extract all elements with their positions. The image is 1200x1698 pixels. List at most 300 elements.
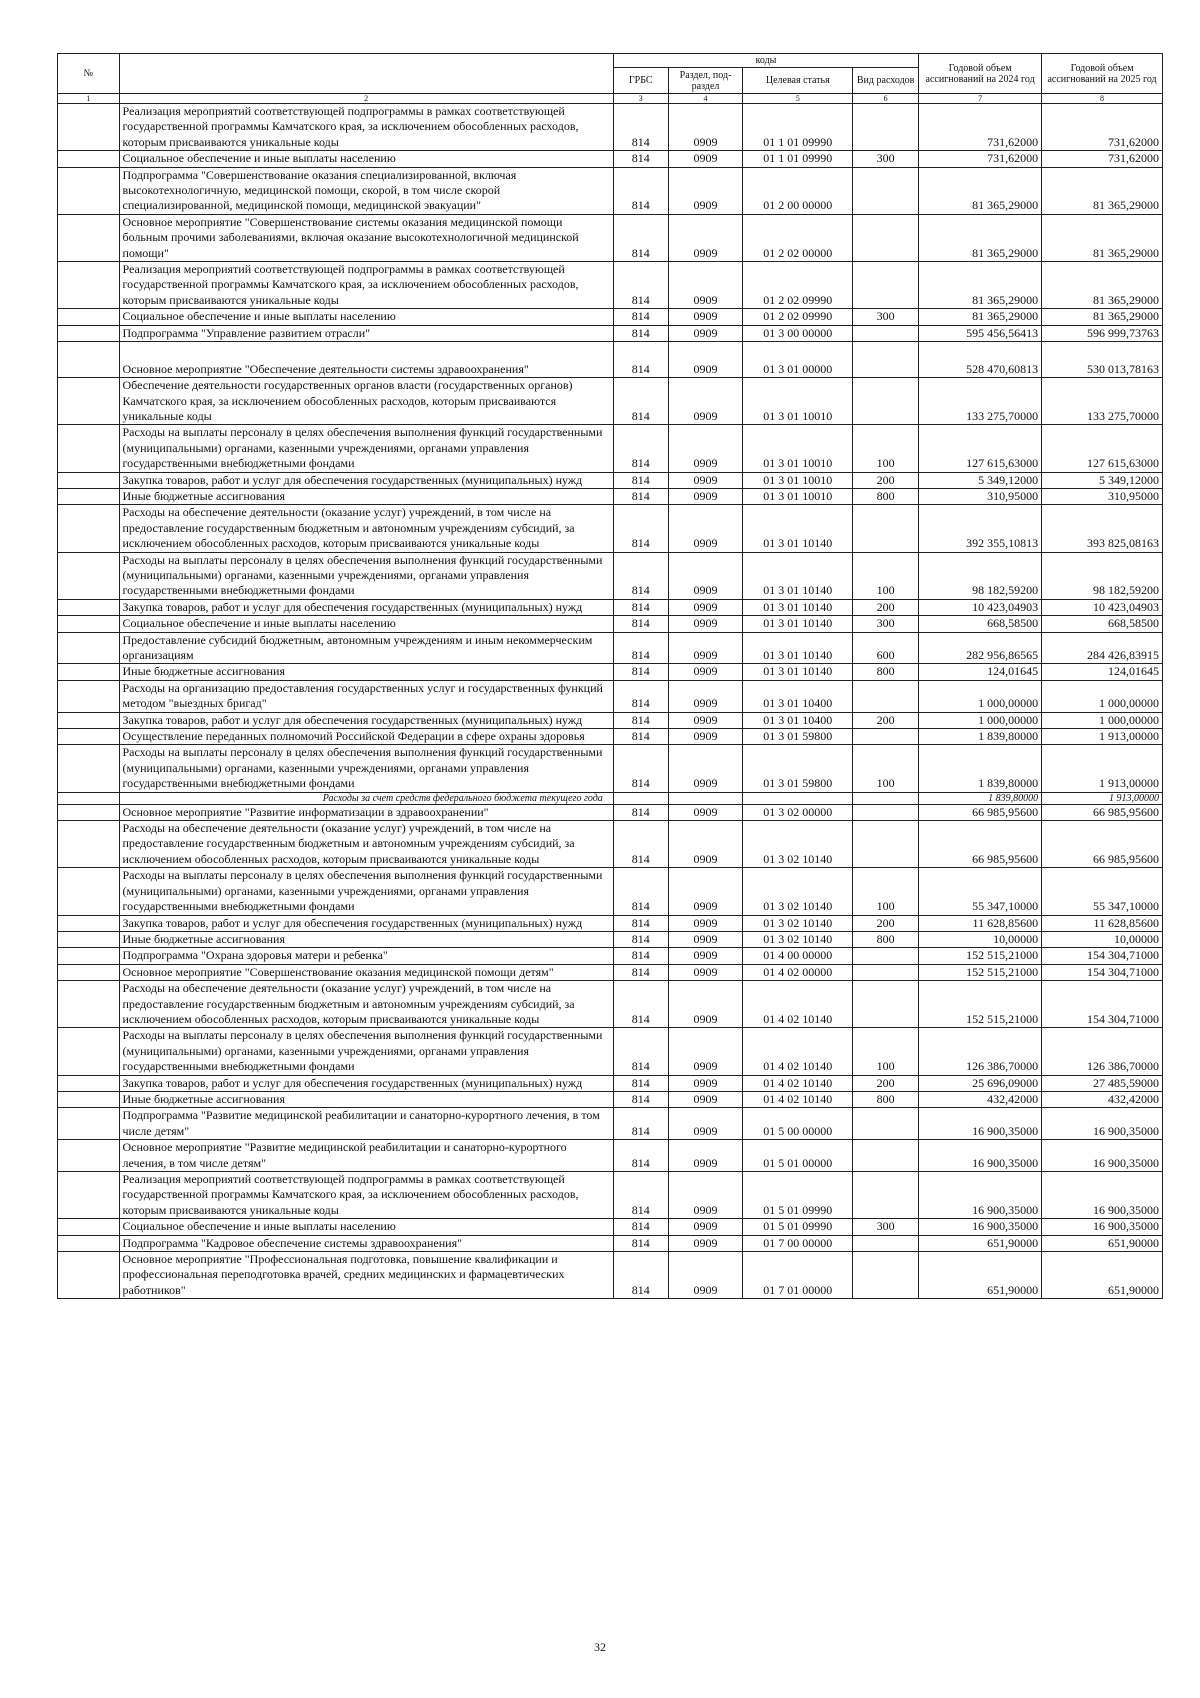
cell-celevaya: 01 3 01 10140	[743, 505, 853, 552]
cell-vol-2024: 5 349,12000	[919, 472, 1042, 488]
cell-name: Расходы на выплаты персоналу в целях обеспечения выполнения функций государственными (муниципальными) органами, казенными учреждениями, органами управления государственными внебюджетными фондами	[119, 868, 613, 915]
table-row	[58, 488, 1163, 504]
cell-vid	[853, 1252, 919, 1299]
cell-vol-2025: 596 999,73763	[1042, 325, 1163, 341]
cell-vol-2024: 133 275,70000	[919, 378, 1042, 425]
cell-razdel: 0909	[668, 1219, 743, 1235]
cell-num	[58, 868, 120, 915]
cell-name: Социальное обеспечение и иные выплаты населению	[119, 616, 613, 632]
header-vol-2024: Годовой объем ассигнований на 2024 год	[919, 54, 1042, 94]
cell-vol-2024: 668,58500	[919, 616, 1042, 632]
cell-razdel: 0909	[668, 680, 743, 712]
cell-celevaya: 01 3 02 10140	[743, 868, 853, 915]
cell-celevaya: 01 4 00 00000	[743, 948, 853, 964]
cell-razdel: 0909	[668, 804, 743, 820]
cell-vol-2025: 651,90000	[1042, 1252, 1163, 1299]
header-grbs: ГРБС	[613, 68, 668, 94]
cell-celevaya: 01 3 01 00000	[743, 342, 853, 378]
cell-name: Реализация мероприятий соответствующей подпрограммы в рамках соответствующей государственной программы Камчатского края, за исключением обособленных расходов, которым присваиваются уникальные коды	[119, 104, 613, 151]
cell-vid	[853, 378, 919, 425]
cell-vid: 100	[853, 1028, 919, 1075]
cell-vol-2024: 81 365,29000	[919, 214, 1042, 261]
cell-vol-2024: 1 839,80000	[919, 729, 1042, 745]
cell-vol-2024: 16 900,35000	[919, 1140, 1042, 1172]
cell-num	[58, 599, 120, 615]
colnum-6: 6	[853, 94, 919, 104]
cell-celevaya: 01 4 02 10140	[743, 1028, 853, 1075]
cell-razdel: 0909	[668, 472, 743, 488]
cell-vol-2025: 127 615,63000	[1042, 425, 1163, 472]
cell-vol-2024: 1 000,00000	[919, 712, 1042, 728]
cell-vol-2024: 16 900,35000	[919, 1172, 1042, 1219]
cell-vid: 800	[853, 664, 919, 680]
cell-vid	[853, 804, 919, 820]
cell-vol-2025: 27 485,59000	[1042, 1075, 1163, 1091]
cell-razdel: 0909	[668, 632, 743, 664]
cell-celevaya: 01 3 01 59800	[743, 745, 853, 792]
colnum-5: 5	[743, 94, 853, 104]
cell-name: Основное мероприятие "Совершенствование системы оказания медицинской помощи больным прочими заболеваниями, включая оказание высокотехнологичной медицинской помощи"	[119, 214, 613, 261]
table-row	[58, 378, 1163, 425]
cell-vol-2024: 81 365,29000	[919, 167, 1042, 214]
cell-name: Основное мероприятие "Развитие информатизации в здравоохранении"	[119, 804, 613, 820]
table-row	[58, 472, 1163, 488]
table-row	[58, 552, 1163, 599]
colnum-8: 8	[1042, 94, 1163, 104]
cell-vol-2025: 1 000,00000	[1042, 712, 1163, 728]
table-row	[58, 729, 1163, 745]
cell-name: Расходы на выплаты персоналу в целях обеспечения выполнения функций государственными (муниципальными) органами, казенными учреждениями, органами управления государственными внебюджетными фондами	[119, 1028, 613, 1075]
cell-vol-2024: 98 182,59200	[919, 552, 1042, 599]
cell-vol-2024: 282 956,86565	[919, 632, 1042, 664]
colnum-4: 4	[668, 94, 743, 104]
cell-vid: 300	[853, 616, 919, 632]
cell-grbs: 814	[613, 1075, 668, 1091]
cell-name: Социальное обеспечение и иные выплаты населению	[119, 1219, 613, 1235]
cell-num	[58, 745, 120, 792]
cell-grbs	[613, 792, 668, 804]
cell-celevaya: 01 3 01 10010	[743, 425, 853, 472]
budget-table-page	[57, 53, 1163, 1299]
cell-vid: 100	[853, 552, 919, 599]
cell-grbs: 814	[613, 632, 668, 664]
cell-num	[58, 151, 120, 167]
header-name-blank	[119, 54, 613, 94]
cell-name: Расходы на обеспечение деятельности (оказание услуг) учреждений, в том числе на предоставление государственным бюджетным и автономным учреждениям субсидий, за исключением обособленных расходов, которым присваиваются уникальные коды	[119, 505, 613, 552]
cell-celevaya: 01 4 02 10140	[743, 981, 853, 1028]
cell-vol-2024: 152 515,21000	[919, 981, 1042, 1028]
cell-razdel: 0909	[668, 1235, 743, 1251]
cell-razdel: 0909	[668, 729, 743, 745]
cell-vid: 100	[853, 868, 919, 915]
cell-vid: 300	[853, 309, 919, 325]
cell-name: Социальное обеспечение и иные выплаты населению	[119, 151, 613, 167]
cell-vid: 800	[853, 488, 919, 504]
cell-vol-2025: 651,90000	[1042, 1235, 1163, 1251]
cell-grbs: 814	[613, 1219, 668, 1235]
cell-vol-2025: 81 365,29000	[1042, 167, 1163, 214]
cell-celevaya: 01 3 01 10140	[743, 599, 853, 615]
cell-name: Осуществление переданных полномочий Российской Федерации в сфере охраны здоровья	[119, 729, 613, 745]
cell-razdel: 0909	[668, 1252, 743, 1299]
header-vol-2025: Годовой объем ассигнований на 2025 год	[1042, 54, 1163, 94]
cell-name: Основное мероприятие "Профессиональная подготовка, повышение квалификации и профессиональная переподготовка врачей, средних медицинских и фармацевтических работников"	[119, 1252, 613, 1299]
cell-celevaya: 01 3 00 00000	[743, 325, 853, 341]
cell-razdel: 0909	[668, 948, 743, 964]
cell-razdel: 0909	[668, 1028, 743, 1075]
cell-celevaya: 01 3 02 10140	[743, 931, 853, 947]
cell-razdel: 0909	[668, 552, 743, 599]
cell-celevaya: 01 7 01 00000	[743, 1252, 853, 1299]
cell-grbs: 814	[613, 309, 668, 325]
colnum-3: 3	[613, 94, 668, 104]
cell-vol-2025: 154 304,71000	[1042, 981, 1163, 1028]
cell-celevaya: 01 5 01 09990	[743, 1219, 853, 1235]
cell-razdel: 0909	[668, 325, 743, 341]
cell-vid	[853, 1108, 919, 1140]
cell-num	[58, 425, 120, 472]
cell-grbs: 814	[613, 342, 668, 378]
cell-razdel: 0909	[668, 488, 743, 504]
cell-num	[58, 729, 120, 745]
cell-vol-2024: 392 355,10813	[919, 505, 1042, 552]
cell-vol-2025: 731,62000	[1042, 104, 1163, 151]
table-row	[58, 104, 1163, 151]
cell-vol-2024: 25 696,09000	[919, 1075, 1042, 1091]
cell-vol-2025: 16 900,35000	[1042, 1108, 1163, 1140]
cell-celevaya: 01 5 01 09990	[743, 1172, 853, 1219]
cell-razdel: 0909	[668, 378, 743, 425]
cell-num	[58, 1091, 120, 1107]
cell-grbs: 814	[613, 931, 668, 947]
cell-grbs: 814	[613, 868, 668, 915]
cell-vol-2025: 16 900,35000	[1042, 1172, 1163, 1219]
cell-num	[58, 488, 120, 504]
cell-razdel: 0909	[668, 712, 743, 728]
cell-grbs: 814	[613, 378, 668, 425]
colnum-7: 7	[919, 94, 1042, 104]
cell-celevaya: 01 3 01 10140	[743, 632, 853, 664]
cell-name: Закупка товаров, работ и услуг для обеспечения государственных (муниципальных) нужд	[119, 472, 613, 488]
cell-razdel: 0909	[668, 104, 743, 151]
cell-grbs: 814	[613, 821, 668, 868]
table-row	[58, 325, 1163, 341]
cell-num	[58, 680, 120, 712]
cell-vol-2025: 81 365,29000	[1042, 262, 1163, 309]
table-row	[58, 599, 1163, 615]
cell-grbs: 814	[613, 915, 668, 931]
cell-grbs: 814	[613, 616, 668, 632]
cell-celevaya: 01 1 01 09990	[743, 104, 853, 151]
cell-num	[58, 309, 120, 325]
cell-name: Основное мероприятие "Развитие медицинской реабилитации и санаторно-курортного лечения, в том числе детям"	[119, 1140, 613, 1172]
cell-name: Обеспечение деятельности государственных органов власти (государственных органов) Камчатского края, за исключением обособленных расходов, которым присваиваются уникальные коды	[119, 378, 613, 425]
cell-vid: 200	[853, 599, 919, 615]
cell-vid	[853, 214, 919, 261]
cell-grbs: 814	[613, 472, 668, 488]
cell-celevaya: 01 7 00 00000	[743, 1235, 853, 1251]
cell-razdel: 0909	[668, 342, 743, 378]
cell-vol-2025: 133 275,70000	[1042, 378, 1163, 425]
cell-grbs: 814	[613, 1140, 668, 1172]
cell-num	[58, 804, 120, 820]
cell-vol-2024: 1 839,80000	[919, 792, 1042, 804]
cell-vid	[853, 729, 919, 745]
cell-celevaya: 01 3 01 10010	[743, 488, 853, 504]
cell-celevaya: 01 3 02 10140	[743, 821, 853, 868]
cell-grbs: 814	[613, 804, 668, 820]
cell-vol-2025: 432,42000	[1042, 1091, 1163, 1107]
cell-vol-2025: 10 423,04903	[1042, 599, 1163, 615]
table-row	[58, 1028, 1163, 1075]
cell-vol-2024: 1 839,80000	[919, 745, 1042, 792]
cell-celevaya: 01 5 00 00000	[743, 1108, 853, 1140]
cell-name: Подпрограмма "Совершенствование оказания специализированной, включая высокотехнологичную, медицинской помощи, скорой, в том числе скорой специализированной, медицинской помощи, медицинской эвакуации"	[119, 167, 613, 214]
cell-name: Расходы на выплаты персоналу в целях обеспечения выполнения функций государственными (муниципальными) органами, казенными учреждениями, органами управления государственными внебюджетными фондами	[119, 425, 613, 472]
cell-grbs: 814	[613, 712, 668, 728]
cell-num	[58, 981, 120, 1028]
cell-celevaya: 01 4 02 10140	[743, 1075, 853, 1091]
cell-vol-2025: 310,95000	[1042, 488, 1163, 504]
table-row	[58, 931, 1163, 947]
page-number: 32	[594, 1640, 606, 1654]
cell-vol-2025: 1 000,00000	[1042, 680, 1163, 712]
cell-vid: 100	[853, 425, 919, 472]
cell-vol-2025: 126 386,70000	[1042, 1028, 1163, 1075]
cell-celevaya: 01 5 01 00000	[743, 1140, 853, 1172]
cell-vol-2025: 16 900,35000	[1042, 1140, 1163, 1172]
cell-razdel: 0909	[668, 151, 743, 167]
cell-vol-2025: 16 900,35000	[1042, 1219, 1163, 1235]
table-row	[58, 745, 1163, 792]
cell-razdel: 0909	[668, 981, 743, 1028]
cell-razdel: 0909	[668, 425, 743, 472]
cell-num	[58, 1235, 120, 1251]
cell-num	[58, 948, 120, 964]
table-row	[58, 1140, 1163, 1172]
cell-vol-2024: 595 456,56413	[919, 325, 1042, 341]
cell-num	[58, 1108, 120, 1140]
cell-vol-2025: 668,58500	[1042, 616, 1163, 632]
cell-celevaya: 01 3 01 10010	[743, 472, 853, 488]
cell-num	[58, 167, 120, 214]
cell-celevaya: 01 4 02 00000	[743, 964, 853, 980]
cell-num	[58, 664, 120, 680]
cell-vid	[853, 981, 919, 1028]
cell-vid: 800	[853, 931, 919, 947]
cell-razdel: 0909	[668, 1108, 743, 1140]
cell-grbs: 814	[613, 1091, 668, 1107]
cell-grbs: 814	[613, 680, 668, 712]
cell-vid	[853, 104, 919, 151]
cell-vol-2024: 11 628,85600	[919, 915, 1042, 931]
cell-num	[58, 472, 120, 488]
table-row	[58, 712, 1163, 728]
cell-vol-2024: 81 365,29000	[919, 262, 1042, 309]
cell-celevaya: 01 2 02 00000	[743, 214, 853, 261]
cell-num	[58, 931, 120, 947]
cell-razdel: 0909	[668, 1091, 743, 1107]
cell-vol-2025: 731,62000	[1042, 151, 1163, 167]
cell-num	[58, 821, 120, 868]
table-row	[58, 1219, 1163, 1235]
cell-num	[58, 1028, 120, 1075]
cell-vol-2025: 1 913,00000	[1042, 792, 1163, 804]
cell-razdel: 0909	[668, 309, 743, 325]
cell-vid	[853, 505, 919, 552]
table-row	[58, 616, 1163, 632]
cell-vol-2024: 152 515,21000	[919, 948, 1042, 964]
cell-vid	[853, 262, 919, 309]
cell-celevaya: 01 3 01 10140	[743, 552, 853, 599]
table-row	[58, 868, 1163, 915]
table-row	[58, 1172, 1163, 1219]
cell-vol-2024: 124,01645	[919, 664, 1042, 680]
cell-grbs: 814	[613, 664, 668, 680]
cell-vol-2024: 432,42000	[919, 1091, 1042, 1107]
cell-vol-2025: 10,00000	[1042, 931, 1163, 947]
cell-name: Расходы на обеспечение деятельности (оказание услуг) учреждений, в том числе на предоставление государственным бюджетным и автономным учреждениям субсидий, за исключением обособленных расходов, которым присваиваются уникальные коды	[119, 981, 613, 1028]
table-row	[58, 151, 1163, 167]
table-row	[58, 680, 1163, 712]
cell-celevaya: 01 3 01 10400	[743, 712, 853, 728]
cell-num	[58, 964, 120, 980]
cell-name: Расходы на выплаты персоналу в целях обеспечения выполнения функций государственными (муниципальными) органами, казенными учреждениями, органами управления государственными внебюджетными фондами	[119, 745, 613, 792]
cell-razdel: 0909	[668, 868, 743, 915]
colnum-2: 2	[119, 94, 613, 104]
cell-celevaya: 01 1 01 09990	[743, 151, 853, 167]
cell-vid: 200	[853, 712, 919, 728]
cell-vid	[853, 792, 919, 804]
cell-name: Расходы на выплаты персоналу в целях обеспечения выполнения функций государственными (муниципальными) органами, казенными учреждениями, органами управления государственными внебюджетными фондами	[119, 552, 613, 599]
table-row	[58, 425, 1163, 472]
cell-vol-2024: 10,00000	[919, 931, 1042, 947]
cell-vol-2024: 651,90000	[919, 1235, 1042, 1251]
cell-vol-2025: 154 304,71000	[1042, 964, 1163, 980]
cell-num	[58, 1075, 120, 1091]
cell-vol-2025: 5 349,12000	[1042, 472, 1163, 488]
cell-vol-2025: 1 913,00000	[1042, 745, 1163, 792]
cell-vol-2025: 98 182,59200	[1042, 552, 1163, 599]
cell-name: Предоставление субсидий бюджетным, автономным учреждениям и иным некоммерческим организациям	[119, 632, 613, 664]
cell-razdel: 0909	[668, 745, 743, 792]
cell-celevaya: 01 3 01 10010	[743, 378, 853, 425]
cell-vid	[853, 680, 919, 712]
cell-num	[58, 262, 120, 309]
cell-vid	[853, 325, 919, 341]
cell-name: Подпрограмма "Кадровое обеспечение системы здравоохранения"	[119, 1235, 613, 1251]
budget-table	[57, 53, 1163, 1299]
table-row	[58, 1091, 1163, 1107]
table-row	[58, 1075, 1163, 1091]
cell-name: Закупка товаров, работ и услуг для обеспечения государственных (муниципальных) нужд	[119, 915, 613, 931]
cell-num	[58, 712, 120, 728]
cell-razdel: 0909	[668, 1075, 743, 1091]
cell-razdel: 0909	[668, 505, 743, 552]
cell-vol-2024: 651,90000	[919, 1252, 1042, 1299]
table-row	[58, 915, 1163, 931]
table-row	[58, 1235, 1163, 1251]
cell-grbs: 814	[613, 948, 668, 964]
table-row	[58, 664, 1163, 680]
cell-grbs: 814	[613, 1235, 668, 1251]
cell-razdel: 0909	[668, 964, 743, 980]
cell-name: Закупка товаров, работ и услуг для обеспечения государственных (муниципальных) нужд	[119, 599, 613, 615]
table-row	[58, 262, 1163, 309]
cell-num	[58, 505, 120, 552]
cell-celevaya: 01 2 02 09990	[743, 262, 853, 309]
cell-vol-2024: 1 000,00000	[919, 680, 1042, 712]
cell-vol-2025: 393 825,08163	[1042, 505, 1163, 552]
cell-grbs: 814	[613, 425, 668, 472]
cell-celevaya: 01 3 02 10140	[743, 915, 853, 931]
table-row	[58, 792, 1163, 804]
cell-grbs: 814	[613, 104, 668, 151]
cell-name: Расходы на организацию предоставления государственных услуг и государственных функций методом "выездных бригад"	[119, 680, 613, 712]
cell-celevaya: 01 2 02 09990	[743, 309, 853, 325]
cell-name: Подпрограмма "Развитие медицинской реабилитации и санаторно-курортного лечения, в том числе детям"	[119, 1108, 613, 1140]
cell-vol-2025: 124,01645	[1042, 664, 1163, 680]
cell-vol-2024: 10 423,04903	[919, 599, 1042, 615]
cell-grbs: 814	[613, 729, 668, 745]
cell-vid: 200	[853, 1075, 919, 1091]
cell-vid: 200	[853, 472, 919, 488]
cell-grbs: 814	[613, 981, 668, 1028]
cell-razdel: 0909	[668, 931, 743, 947]
table-row	[58, 981, 1163, 1028]
cell-vol-2025: 11 628,85600	[1042, 915, 1163, 931]
cell-vid	[853, 1235, 919, 1251]
cell-celevaya: 01 4 02 10140	[743, 1091, 853, 1107]
cell-name: Реализация мероприятий соответствующей подпрограммы в рамках соответствующей государственной программы Камчатского края, за исключением обособленных расходов, которым присваиваются уникальные коды	[119, 1172, 613, 1219]
cell-razdel: 0909	[668, 1172, 743, 1219]
cell-vol-2025: 55 347,10000	[1042, 868, 1163, 915]
cell-vol-2024: 66 985,95600	[919, 804, 1042, 820]
cell-name: Основное мероприятие "Совершенствование оказания медицинской помощи детям"	[119, 964, 613, 980]
cell-vol-2024: 66 985,95600	[919, 821, 1042, 868]
cell-name: Иные бюджетные ассигнования	[119, 488, 613, 504]
cell-grbs: 814	[613, 151, 668, 167]
cell-celevaya: 01 3 01 10140	[743, 664, 853, 680]
cell-vid	[853, 1172, 919, 1219]
cell-celevaya: 01 3 02 00000	[743, 804, 853, 820]
cell-vid	[853, 342, 919, 378]
cell-vol-2024: 55 347,10000	[919, 868, 1042, 915]
cell-grbs: 814	[613, 1108, 668, 1140]
cell-grbs: 814	[613, 964, 668, 980]
cell-num	[58, 1252, 120, 1299]
cell-num	[58, 1140, 120, 1172]
cell-name: Иные бюджетные ассигнования	[119, 931, 613, 947]
table-row	[58, 632, 1163, 664]
table-row	[58, 948, 1163, 964]
table-row	[58, 1108, 1163, 1140]
table-row	[58, 821, 1163, 868]
cell-vid: 300	[853, 1219, 919, 1235]
cell-vol-2024: 152 515,21000	[919, 964, 1042, 980]
cell-vid	[853, 948, 919, 964]
cell-vol-2025: 1 913,00000	[1042, 729, 1163, 745]
cell-name: Расходы на обеспечение деятельности (оказание услуг) учреждений, в том числе на предоставление государственным бюджетным и автономным учреждениям субсидий, за исключением обособленных расходов, которым присваиваются уникальные коды	[119, 821, 613, 868]
header-razdel: Раздел, под-раздел	[668, 68, 743, 94]
cell-grbs: 814	[613, 552, 668, 599]
cell-grbs: 814	[613, 262, 668, 309]
cell-vol-2025: 66 985,95600	[1042, 821, 1163, 868]
table-row	[58, 214, 1163, 261]
cell-razdel: 0909	[668, 616, 743, 632]
cell-num	[58, 915, 120, 931]
cell-vol-2024: 16 900,35000	[919, 1108, 1042, 1140]
